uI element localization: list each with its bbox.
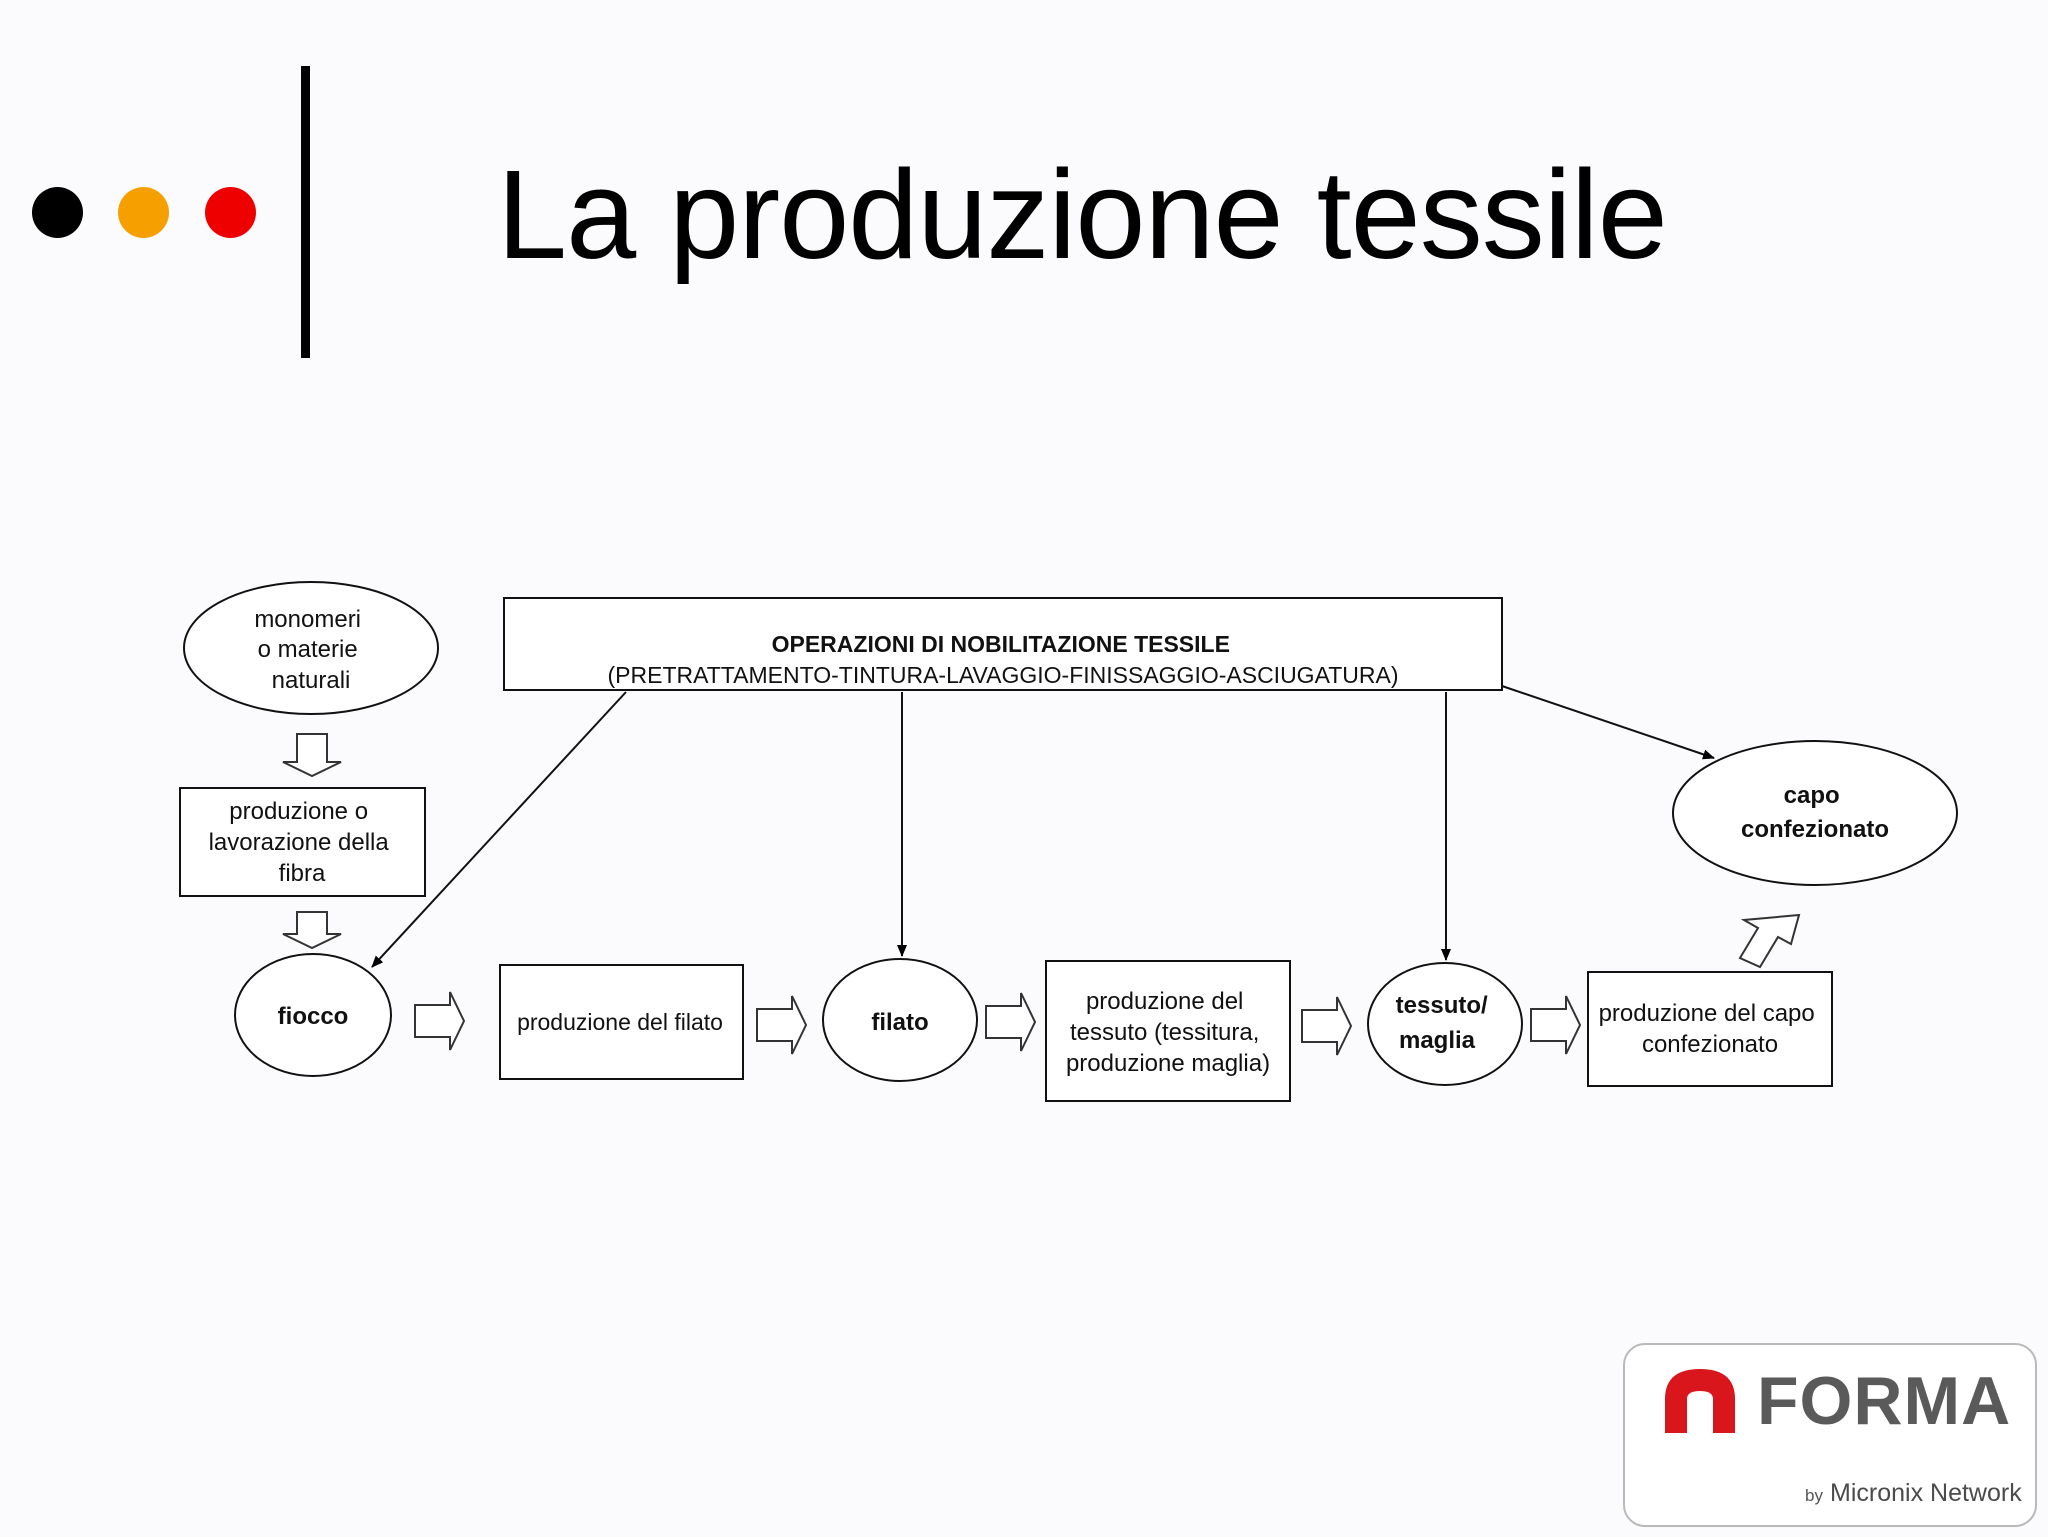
forma-arch-icon [1665, 1369, 1735, 1433]
hollow-arrow-up-diagonal [1740, 915, 1799, 967]
produzione-capo-line-2: confezionato [1641, 1031, 1779, 1058]
slide-title: La produzione tessile [497, 144, 1667, 285]
svg-text:fiocco [278, 1003, 349, 1030]
hollow-arrow-right-1 [415, 992, 464, 1050]
logo-network-text: Micronix Network [1830, 1479, 2022, 1507]
tessuto-line-1: tessuto/ [1395, 992, 1488, 1019]
hollow-arrow-right-5 [1531, 996, 1580, 1054]
operazioni-title: OPERAZIONI DI NOBILITAZIONE TESSILE [771, 631, 1230, 657]
svg-text:produzione del tessuto (te [1066, 988, 1270, 1077]
hollow-arrow-right-2 [757, 996, 806, 1054]
produzione-filato-label: produzione del filato [517, 1009, 723, 1035]
logo-by-text: by [1805, 1486, 1823, 1505]
tessuto-line-2: maglia [1398, 1027, 1476, 1054]
forma-logo [1623, 1343, 2037, 1527]
fiocco-label: fiocco [277, 1003, 349, 1030]
svg-text:filato [871, 1009, 928, 1036]
monomeri-line-2: o materie [257, 636, 358, 663]
hollow-arrow-down-1 [283, 734, 341, 776]
produzione-tessuto-line-3: produzione maglia) [1065, 1050, 1271, 1077]
hollow-arrow-right-4 [1302, 997, 1351, 1055]
produzione-tessuto-line-2: tessuto (tessitura, [1069, 1019, 1260, 1046]
capo-line-1: capo [1783, 782, 1840, 809]
produzione-fibra-line-3: fibra [278, 860, 326, 887]
filato-label: filato [871, 1009, 929, 1036]
svg-text:produzione del filato [517, 1009, 723, 1035]
logo-brand-text: FORMA [1757, 1363, 2012, 1439]
node-produzione-capo [1588, 972, 1832, 1086]
hollow-arrow-down-2 [283, 912, 341, 948]
produzione-fibra-line-2: lavorazione della [208, 829, 389, 856]
produzione-fibra-line-1: produzione o [229, 798, 369, 825]
produzione-tessuto-line-1: produzione del [1085, 988, 1244, 1015]
node-capo [1673, 741, 1957, 885]
connector-to-capo [1502, 686, 1714, 758]
monomeri-line-3: naturali [271, 667, 351, 694]
node-tessuto [1368, 963, 1522, 1085]
capo-line-2: confezionato [1741, 816, 1889, 843]
produzione-capo-line-1: produzione del capo [1598, 1000, 1815, 1027]
operazioni-subtitle: (PRETRATTAMENTO-TINTURA-LAVAGGIO-FINISSAGGIO-ASCIUGATURA) [607, 662, 1399, 688]
hollow-arrow-right-3 [986, 993, 1035, 1051]
monomeri-line-1: monomeri [254, 606, 362, 633]
